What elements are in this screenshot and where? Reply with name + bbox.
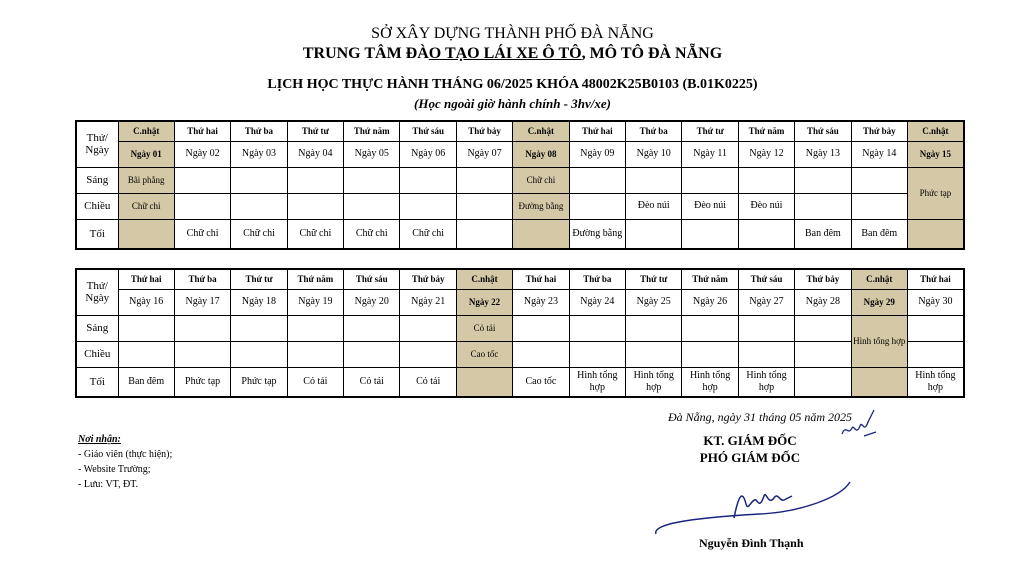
session-cell: Chữ chi	[344, 219, 400, 249]
session-cell	[569, 315, 625, 341]
day-cell: Ngày 08	[513, 141, 569, 167]
weekday-cell: C.nhật	[851, 269, 907, 289]
row-label-sang: Sáng	[76, 315, 118, 341]
session-cell	[287, 193, 343, 219]
session-cell	[174, 315, 230, 341]
day-cell: Ngày 24	[569, 289, 625, 315]
session-cell: Chữ chi	[174, 219, 230, 249]
session-cell: Đường bằng	[513, 193, 569, 219]
session-cell: Đường bằng	[569, 219, 625, 249]
row-label-chieu: Chiều	[76, 341, 118, 367]
day-cell: Ngày 17	[174, 289, 230, 315]
session-cell	[174, 341, 230, 367]
weekday-cell: Thứ năm	[287, 269, 343, 289]
signature-mark	[650, 478, 860, 542]
session-cell: Cỏ tải	[344, 367, 400, 397]
session-cell	[682, 167, 738, 193]
weekday-cell: C.nhật	[907, 121, 963, 141]
session-cell: Đèo núi	[682, 193, 738, 219]
day-cell: Ngày 14	[851, 141, 907, 167]
session-cell	[738, 341, 794, 367]
day-cell: Ngày 07	[456, 141, 512, 167]
weekday-cell: Thứ bảy	[851, 121, 907, 141]
session-cell	[738, 219, 794, 249]
receiver-item: - Website Trường;	[78, 464, 151, 475]
session-cell	[907, 315, 963, 341]
session-cell	[569, 193, 625, 219]
session-cell	[174, 193, 230, 219]
day-cell: Ngày 23	[513, 289, 569, 315]
row-label-thu-ngay	[76, 121, 118, 167]
session-cell	[456, 367, 512, 397]
session-cell	[456, 219, 512, 249]
day-cell: Ngày 12	[738, 141, 794, 167]
session-cell: Chữ chi	[231, 219, 287, 249]
session-cell	[456, 167, 512, 193]
session-cell	[231, 341, 287, 367]
session-cell	[287, 167, 343, 193]
weekday-cell: Thứ ba	[231, 121, 287, 141]
schedule-table-2	[75, 268, 965, 398]
day-cell: Ngày 11	[682, 141, 738, 167]
session-cell	[795, 167, 851, 193]
session-cell: Ban đêm	[118, 367, 174, 397]
session-cell	[513, 219, 569, 249]
session-cell	[795, 193, 851, 219]
sign-title-2: PHÓ GIÁM ĐỐC	[699, 450, 801, 465]
weekday-cell: Thứ năm	[682, 269, 738, 289]
session-cell	[907, 341, 963, 367]
session-cell	[626, 219, 682, 249]
session-cell	[231, 167, 287, 193]
merged-cell: Hình tổng hợp	[851, 315, 907, 367]
weekday-cell: Thứ sáu	[344, 269, 400, 289]
session-cell	[569, 341, 625, 367]
weekday-cell: Thứ bảy	[400, 269, 456, 289]
row-label-thu-ngay	[76, 269, 118, 315]
session-cell: Hình tổng hợp	[682, 367, 738, 397]
initials-mark	[838, 406, 878, 442]
session-cell	[231, 193, 287, 219]
session-cell	[400, 341, 456, 367]
merged-cell: Phức tạp	[907, 167, 963, 219]
day-cell: Ngày 09	[569, 141, 625, 167]
weekday-cell: Thứ hai	[513, 269, 569, 289]
session-cell: Phức tạp	[231, 367, 287, 397]
weekday-cell: Thứ ba	[626, 121, 682, 141]
row-label-toi: Tối	[76, 219, 118, 249]
day-cell: Ngày 03	[231, 141, 287, 167]
session-cell	[287, 315, 343, 341]
session-cell	[682, 341, 738, 367]
day-cell: Ngày 25	[626, 289, 682, 315]
session-cell: Đèo núi	[626, 193, 682, 219]
session-cell	[400, 315, 456, 341]
day-cell: Ngày 01	[118, 141, 174, 167]
schedule-title: LỊCH HỌC THỰC HÀNH THÁNG 06/2025 KHÓA 48002K25B0103 (B.01K0225)	[267, 77, 758, 92]
session-cell	[795, 315, 851, 341]
weekday-cell: Thứ năm	[738, 121, 794, 141]
session-cell: Chữ chi	[513, 167, 569, 193]
session-cell: Chữ chi	[400, 219, 456, 249]
date-line: Đà Nẵng, ngày 31 tháng 05 năm 2025	[668, 410, 852, 424]
center-name-underlined: O TẠO LÁI XE Ô TÔ	[428, 45, 582, 62]
weekday-cell: Thứ tư	[287, 121, 343, 141]
session-cell: Cao tốc	[456, 341, 512, 367]
day-cell: Ngày 16	[118, 289, 174, 315]
session-cell: Hình tổng hợp	[569, 367, 625, 397]
session-cell: Phức tạp	[174, 367, 230, 397]
weekday-cell: C.nhật	[118, 121, 174, 141]
weekday-cell: Thứ hai	[118, 269, 174, 289]
session-cell	[626, 167, 682, 193]
session-cell	[344, 341, 400, 367]
label-ngay: Ngày	[85, 292, 110, 305]
session-cell	[513, 315, 569, 341]
session-cell	[626, 341, 682, 367]
session-cell	[174, 167, 230, 193]
weekday-cell: Thứ sáu	[738, 269, 794, 289]
department-name: SỞ XÂY DỰNG THÀNH PHỐ ĐÀ NẴNG	[371, 25, 654, 42]
day-cell: Ngày 13	[795, 141, 851, 167]
session-cell	[851, 167, 907, 193]
day-cell: Ngày 19	[287, 289, 343, 315]
day-cell: Ngày 26	[682, 289, 738, 315]
day-cell: Ngày 20	[344, 289, 400, 315]
day-cell: Ngày 22	[456, 289, 512, 315]
day-cell: Ngày 21	[400, 289, 456, 315]
weekday-cell: Thứ bảy	[795, 269, 851, 289]
weekday-cell: Thứ tư	[626, 269, 682, 289]
session-cell: Ban đêm	[851, 219, 907, 249]
session-cell: Ban đêm	[795, 219, 851, 249]
receivers-block	[78, 432, 172, 492]
session-cell	[795, 341, 851, 367]
row-label-toi: Tối	[76, 367, 118, 397]
session-cell	[569, 167, 625, 193]
session-cell	[231, 315, 287, 341]
session-cell	[344, 167, 400, 193]
session-cell: Hình tổng hợp	[738, 367, 794, 397]
session-cell	[344, 315, 400, 341]
weekday-cell: C.nhật	[456, 269, 512, 289]
sign-title-1: KT. GIÁM ĐỐC	[703, 433, 797, 448]
schedule-table-1	[75, 120, 965, 250]
row-label-sang: Sáng	[76, 167, 118, 193]
session-cell	[682, 315, 738, 341]
session-cell	[851, 367, 907, 397]
day-cell: Ngày 28	[795, 289, 851, 315]
receiver-item: - Lưu: VT, ĐT.	[78, 479, 139, 490]
session-cell	[738, 315, 794, 341]
session-cell	[118, 315, 174, 341]
session-cell: Cỏ tải	[456, 315, 512, 341]
weekday-cell: Thứ sáu	[400, 121, 456, 141]
day-cell: Ngày 10	[626, 141, 682, 167]
session-cell: Cao tốc	[513, 367, 569, 397]
session-cell	[907, 219, 963, 249]
day-cell: Ngày 30	[907, 289, 963, 315]
weekday-cell: Thứ sáu	[795, 121, 851, 141]
session-cell: Bãi phẳng	[118, 167, 174, 193]
label-thu: Thứ/	[86, 280, 108, 293]
session-cell	[118, 341, 174, 367]
session-cell	[738, 167, 794, 193]
day-cell: Ngày 29	[851, 289, 907, 315]
weekday-cell: Thứ ba	[569, 269, 625, 289]
session-cell	[400, 193, 456, 219]
day-cell: Ngày 05	[344, 141, 400, 167]
weekday-cell: Thứ năm	[344, 121, 400, 141]
label-thu: Thứ/	[86, 132, 108, 145]
session-cell: Cỏ tải	[287, 367, 343, 397]
weekday-cell: Thứ hai	[174, 121, 230, 141]
session-cell: Hình tổng hợp	[907, 367, 963, 397]
session-cell	[682, 219, 738, 249]
session-cell	[456, 193, 512, 219]
session-cell	[344, 193, 400, 219]
weekday-cell: Thứ hai	[907, 269, 963, 289]
center-name	[0, 45, 1025, 63]
label-ngay: Ngày	[85, 144, 110, 157]
row-label-chieu: Chiều	[76, 193, 118, 219]
session-cell: Chữ chi	[287, 219, 343, 249]
receivers-title: Nơi nhận:	[78, 434, 121, 445]
day-cell: Ngày 06	[400, 141, 456, 167]
day-cell: Ngày 02	[174, 141, 230, 167]
session-cell	[795, 367, 851, 397]
receiver-item: - Giáo viên (thực hiện);	[78, 449, 173, 460]
session-cell	[118, 219, 174, 249]
session-cell: Chữ chi	[118, 193, 174, 219]
day-cell: Ngày 04	[287, 141, 343, 167]
weekday-cell: Thứ tư	[682, 121, 738, 141]
schedule-subtitle: (Học ngoài giờ hành chính - 3hv/xe)	[414, 96, 611, 111]
weekday-cell: C.nhật	[513, 121, 569, 141]
day-cell: Ngày 27	[738, 289, 794, 315]
session-cell	[513, 341, 569, 367]
weekday-cell: Thứ ba	[174, 269, 230, 289]
session-cell: Hình tổng hợp	[626, 367, 682, 397]
session-cell	[400, 167, 456, 193]
center-name-pre: TRUNG TÂM ĐÀ	[302, 45, 429, 62]
day-cell: Ngày 18	[231, 289, 287, 315]
weekday-cell: Thứ bảy	[456, 121, 512, 141]
session-cell	[626, 315, 682, 341]
session-cell	[287, 341, 343, 367]
day-cell: Ngày 15	[907, 141, 963, 167]
center-name-post: , MÔ TÔ ĐÀ NẴNG	[581, 45, 723, 62]
session-cell: Cỏ tải	[400, 367, 456, 397]
signer-name: Nguyễn Đình Thạnh	[699, 536, 804, 550]
weekday-cell: Thứ tư	[231, 269, 287, 289]
signature-title-block	[680, 432, 820, 466]
session-cell: Đèo núi	[738, 193, 794, 219]
session-cell	[851, 193, 907, 219]
weekday-cell: Thứ hai	[569, 121, 625, 141]
